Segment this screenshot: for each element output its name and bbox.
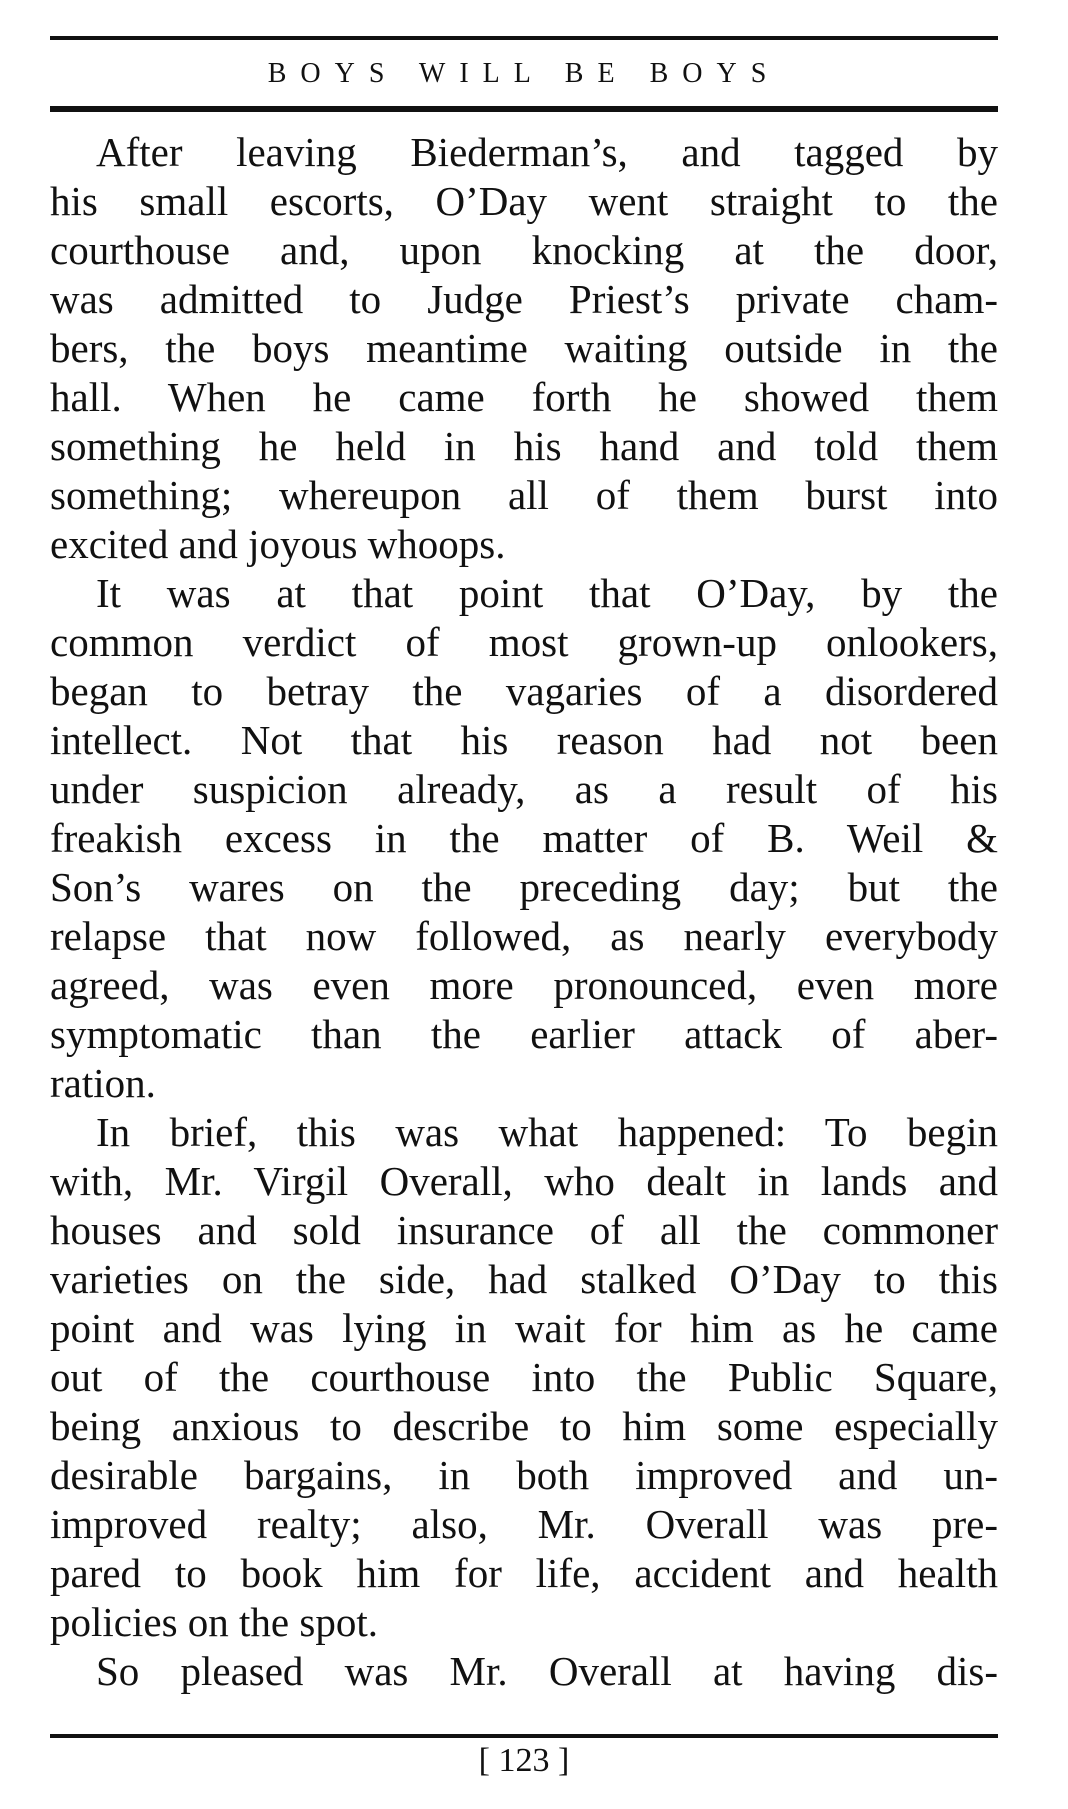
text-line: being anxious to describe to him some especially xyxy=(50,1403,998,1449)
text-line: freakish excess in the matter of B. Weil & xyxy=(50,815,998,861)
text-line: something he held in his hand and told them xyxy=(50,423,998,469)
text-line: In brief, this was what happened: To begin xyxy=(96,1109,998,1155)
text-line: something; whereupon all of them burst into xyxy=(50,472,998,518)
text-line: After leaving Biederman’s, and tagged by xyxy=(96,129,998,175)
running-head: BOYS WILL BE BOYS xyxy=(267,58,781,89)
text-line: his small escorts, O’Day went straight to the xyxy=(50,178,998,224)
text-line: agreed, was even more pronounced, even more xyxy=(50,962,998,1008)
text-line: varieties on the side, had stalked O’Day to this xyxy=(50,1256,998,1302)
text-line: hall. When he came forth he showed them xyxy=(50,374,998,420)
text-line: under suspicion already, as a result of his xyxy=(50,766,998,812)
footer-rule xyxy=(50,1734,998,1738)
text-line: excited and joyous whoops. xyxy=(50,521,506,567)
text-line: relapse that now followed, as nearly everybody xyxy=(50,913,998,959)
text-line: Son’s wares on the preceding day; but the xyxy=(50,864,998,910)
text-line: courthouse and, upon knocking at the door, xyxy=(50,227,998,273)
text-line: improved realty; also, Mr. Overall was pre- xyxy=(50,1501,998,1547)
page-number: [ 123 ] xyxy=(478,1742,570,1779)
text-line: point and was lying in wait for him as he came xyxy=(50,1305,998,1351)
text-line: bers, the boys meantime waiting outside in the xyxy=(50,325,998,371)
text-line: out of the courthouse into the Public Square, xyxy=(50,1354,998,1400)
text-line: was admitted to Judge Priest’s private cham- xyxy=(50,276,998,322)
text-line: symptomatic than the earlier attack of aber- xyxy=(50,1011,998,1057)
text-line: began to betray the vagaries of a disordered xyxy=(50,668,998,714)
body-text xyxy=(50,128,998,1696)
paragraph xyxy=(50,1647,998,1696)
text-line: policies on the spot. xyxy=(50,1599,378,1645)
text-line: intellect. Not that his reason had not been xyxy=(50,717,998,763)
top-rule xyxy=(50,36,998,40)
paragraph xyxy=(50,569,998,1108)
text-line: pared to book him for life, accident and health xyxy=(50,1550,998,1596)
text-line: houses and sold insurance of all the commoner xyxy=(50,1207,998,1253)
paragraph xyxy=(50,128,998,569)
text-line: common verdict of most grown-up onlookers, xyxy=(50,619,998,665)
text-line: desirable bargains, in both improved and un- xyxy=(50,1452,998,1498)
header-rule xyxy=(50,106,998,112)
text-line: with, Mr. Virgil Overall, who dealt in lands and xyxy=(50,1158,998,1204)
paragraph xyxy=(50,1108,998,1647)
text-line: It was at that point that O’Day, by the xyxy=(96,570,998,616)
text-line: So pleased was Mr. Overall at having dis- xyxy=(96,1648,998,1694)
text-line: ration. xyxy=(50,1060,156,1106)
